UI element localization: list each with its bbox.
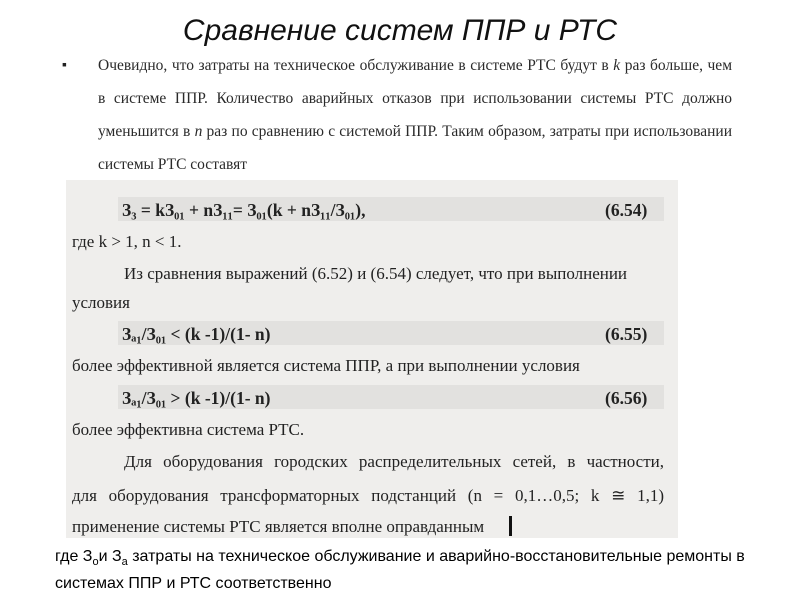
equipment-line-2: для оборудования трансформаторных подстанций (n = 0,1…0,5; k ≅ 1,1): [72, 486, 664, 505]
rts-effective-line: более эффективна система РТС.: [72, 420, 305, 439]
equation-number-6-56: (6.56): [605, 388, 648, 408]
comparison-line-1: Из сравнения выражений (6.52) и (6.54) следует, что при выполнении: [124, 264, 628, 283]
formula-6-54: З₃ = kЗ₀₁ + nЗ₁₁= З₀₁(k + nЗ₁₁/З₀₁),: [122, 200, 366, 220]
intro-text-3: раз по сравнению с системой ППР. Таким образом, затраты при использовании системы РТС составят: [98, 123, 733, 173]
intro-var-k: k: [613, 57, 621, 74]
intro-paragraph: [98, 49, 732, 181]
bullet-marker: ▪: [62, 56, 67, 72]
scanned-excerpt: [66, 180, 678, 538]
footer-mid: и З: [98, 548, 122, 565]
formula-6-55: Зₐ₁/З₀₁ < (k -1)/(1- n): [122, 324, 271, 344]
where-line: где k > 1, n < 1.: [72, 232, 182, 251]
comparison-line-2: условия: [72, 293, 130, 312]
equipment-line-1: Для оборудования городских распределительных сетей, в частности,: [124, 452, 664, 471]
equation-number-6-55: (6.55): [605, 324, 648, 344]
intro-var-n: n: [194, 123, 203, 140]
ppr-effective-line: более эффективной является система ППР, а при выполнении условия: [72, 356, 580, 375]
footer-rest: затраты на техническое обслуживание и аварийно-восстановительные ремонты в системах ППР и РТС соответственно: [55, 548, 745, 593]
slide-title: Сравнение систем ППР и РТС: [182, 14, 618, 47]
footer-sub-a: а: [121, 556, 128, 569]
intro-text-1: Очевидно, что затраты на техническое обслуживание в системе РТС будут в: [98, 57, 614, 74]
intro-text-2: раз больше, чем в системе ППР. Количество аварийных отказов при использовании системы РТС должно уменьшится в: [98, 57, 732, 140]
footer-note: [55, 546, 745, 594]
equation-number-6-54: (6.54): [605, 200, 648, 220]
footer-sub-o: о: [92, 556, 99, 569]
footer-prefix: где З: [55, 548, 93, 565]
formula-6-56: Зₐ₁/З₀₁ > (k -1)/(1- n): [122, 388, 271, 408]
text-cursor: [509, 516, 512, 536]
equipment-line-3: применение системы РТС является вполне оправданным: [72, 517, 485, 536]
